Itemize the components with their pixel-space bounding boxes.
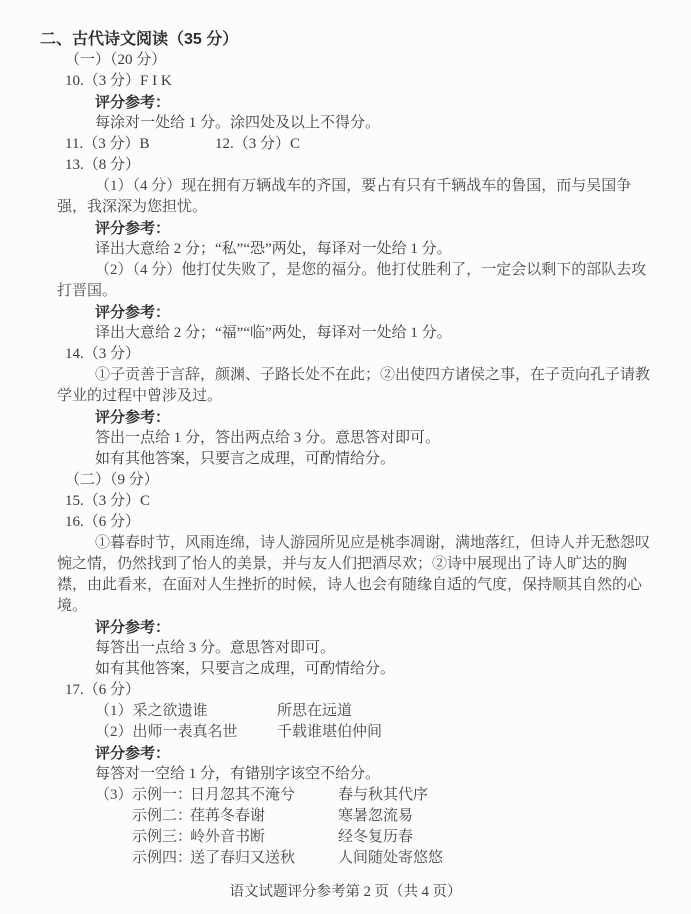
q14-ref-heading: 评分参考： xyxy=(95,409,171,426)
q15-line: 15.（3 分）C xyxy=(65,493,151,509)
q17-example-3-left: 岭外音书断 xyxy=(190,829,266,845)
q17-example-4-prefix xyxy=(95,848,132,869)
q17-example-1-right: 春与秋其代序 xyxy=(338,787,429,803)
q17-blank-2-right: 千载谁堪伯仲间 xyxy=(277,724,383,740)
q17-example-2 xyxy=(95,806,657,827)
q17-ref-heading: 评分参考： xyxy=(95,745,171,762)
q16-ref-text-1: 每答出一点给 3 分。意思答对即可。 xyxy=(95,640,336,656)
q14-ref-text-2: 如有其他答案，只要言之成理，可酌情给分。 xyxy=(95,451,396,467)
q11-q12-line xyxy=(65,134,657,155)
q17-blank-2-left: （2）出师一表真名世 xyxy=(95,724,238,740)
q17-example-4-name: 示例四： xyxy=(132,850,193,866)
q17-example-2-left: 荏苒冬春谢 xyxy=(190,808,266,824)
q16-answer: ①暮春时节，风雨连绵，诗人游园所见应是桃李凋谢，满地落红，但诗人并无愁怨叹惋之情，仍然找到了怡人的美景，并与友人们把酒尽欢；②诗中展现出了诗人旷达的胸襟，由此看来，在面对人生挫折的时候，诗人也会有随缘自适的气度，保持顺其自然的心境。 xyxy=(57,535,651,614)
q17-example-1-name: 示例一： xyxy=(132,787,193,803)
q13-sub2-answer: （2）（4 分）他打仗失败了，是您的福分。他打仗胜利了，一定会以剩下的部队去攻打晋国。 xyxy=(57,262,647,299)
section-title: 二、古代诗文阅读（35 分） xyxy=(40,31,239,48)
q13-line: 13.（8 分） xyxy=(65,157,141,173)
q17-ref-text: 每答对一空给 1 分，有错别字该空不给分。 xyxy=(95,766,381,782)
q13-sub1-ref-heading: 评分参考： xyxy=(95,220,171,237)
page-footer: 语文试题评分参考第 2 页（共 4 页） xyxy=(229,884,462,900)
q17-example-3-name: 示例三： xyxy=(132,829,193,845)
q17-example-3-right: 经冬复历春 xyxy=(338,829,414,845)
q17-example-2-right: 寒暑忽流易 xyxy=(338,808,414,824)
q17-example-4-left: 送了春归又送秋 xyxy=(190,850,296,866)
q17-example-4-right: 人间随处寄悠悠 xyxy=(338,850,444,866)
q17-example-3 xyxy=(95,827,657,848)
q17-example-2-name: 示例二： xyxy=(132,808,193,824)
q16-ref-text-2: 如有其他答案，只要言之成理，可酌情给分。 xyxy=(95,661,396,677)
q17-example-4 xyxy=(95,848,657,869)
q10-ref-heading: 评分参考： xyxy=(95,94,171,111)
q17-example-1-left: 日月忽其不淹兮 xyxy=(190,787,296,803)
q17-example-1 xyxy=(95,785,657,806)
q14-answer: ①子贡善于言辞，颜渊、子路长处不在此；②出使四方诸侯之事，在子贡向孔子请教学业的过程中曾涉及过。 xyxy=(57,367,651,404)
q17-blank-1 xyxy=(95,701,657,722)
q13-sub2-ref-heading: 评分参考： xyxy=(95,304,171,321)
q17-example-2-prefix xyxy=(95,806,132,827)
part1-heading: （一）（20 分） xyxy=(65,52,167,68)
q11-answer: 11.（3 分）B xyxy=(65,136,150,152)
q13-sub1-answer: （1）（4 分）现在拥有万辆战车的齐国，要占有只有千辆战车的鲁国，而与吴国争强，我深深为您担忧。 xyxy=(57,178,632,215)
q16-ref-heading: 评分参考： xyxy=(95,619,171,636)
q16-line: 16.（6 分） xyxy=(65,514,141,530)
q17-example-1-prefix: （3） xyxy=(95,787,133,803)
q12-answer: 12.（3 分）C xyxy=(215,136,301,152)
q17-blank-1-left: （1）采之欲遗谁 xyxy=(95,703,208,719)
q10-line: 10.（3 分）F I K xyxy=(65,73,172,89)
q17-line: 17.（6 分） xyxy=(65,682,141,698)
q13-sub2-ref-text: 译出大意给 2 分；“福”“临”两处，每译对一处给 1 分。 xyxy=(95,325,452,341)
q13-sub1-ref-text: 译出大意给 2 分；“私”“恐”两处，每译对一处给 1 分。 xyxy=(95,241,452,257)
part2-heading: （二）（9 分） xyxy=(65,472,159,488)
q17-example-3-prefix xyxy=(95,827,132,848)
q17-blank-1-right: 所思在远道 xyxy=(277,703,353,719)
q14-ref-text-1: 答出一点给 1 分，答出两点给 3 分。意思答对即可。 xyxy=(95,430,441,446)
q17-blank-2 xyxy=(95,722,657,743)
q14-line: 14.（3 分） xyxy=(65,346,141,362)
q10-ref-text: 每涂对一处给 1 分。涂四处及以上不得分。 xyxy=(95,115,381,131)
